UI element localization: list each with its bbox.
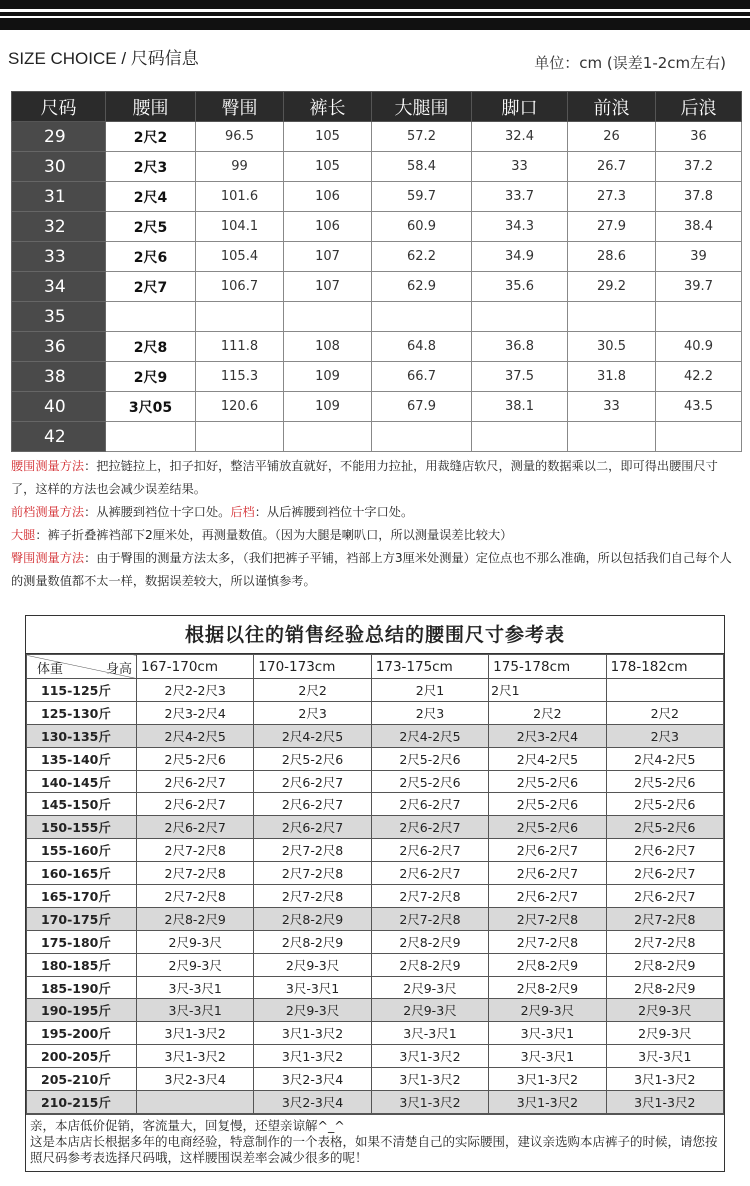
note-waist — [11, 455, 741, 501]
note-front-text: ：从裤腰到裆位十字口处。 — [84, 505, 231, 519]
size-value-cell: 2尺7 — [106, 272, 196, 302]
size-value-cell: 111.8 — [196, 332, 284, 362]
waist-range-cell: 3尺1-3尺2 — [606, 1068, 723, 1091]
height-col-header: 170-173cm — [254, 655, 371, 679]
size-col-header: 裤长 — [284, 92, 372, 122]
waist-range-cell: 2尺6-2尺7 — [489, 839, 606, 862]
size-col-header: 臀围 — [196, 92, 284, 122]
waist-range-cell: 2尺6-2尺7 — [137, 816, 254, 839]
size-value-cell — [656, 422, 742, 452]
weight-range-cell: 200-205斤 — [27, 1045, 137, 1068]
size-value-cell: 2尺2 — [106, 122, 196, 152]
waist-range-cell: 3尺1-3尺2 — [137, 1045, 254, 1068]
size-table-body — [12, 122, 742, 452]
reference-row — [27, 976, 724, 999]
size-value-cell — [568, 302, 656, 332]
waist-range-cell: 2尺3 — [606, 724, 723, 747]
waist-range-cell: 2尺3 — [371, 701, 488, 724]
size-label-cell: 30 — [12, 152, 106, 182]
size-value-cell: 37.2 — [656, 152, 742, 182]
unit-note: 单位：cm (误差1-2cm左右) — [534, 54, 726, 72]
waist-range-cell: 2尺7-2尺8 — [371, 885, 488, 908]
waist-range-cell: 2尺3 — [254, 701, 371, 724]
waist-range-cell: 2尺9-3尺 — [254, 999, 371, 1022]
size-value-cell: 60.9 — [372, 212, 472, 242]
reference-row — [27, 747, 724, 770]
reference-corner-cell — [27, 655, 137, 679]
waist-range-cell: 2尺5-2尺6 — [606, 793, 723, 816]
weight-range-cell: 185-190斤 — [27, 976, 137, 999]
waist-range-cell: 2尺8-2尺9 — [606, 976, 723, 999]
waist-range-cell: 2尺9-3尺 — [489, 999, 606, 1022]
size-label-cell: 32 — [12, 212, 106, 242]
size-value-cell: 26 — [568, 122, 656, 152]
size-value-cell — [472, 302, 568, 332]
size-value-cell: 38.1 — [472, 392, 568, 422]
size-value-cell — [106, 302, 196, 332]
waist-range-cell: 2尺6-2尺7 — [137, 770, 254, 793]
height-col-header: 167-170cm — [137, 655, 254, 679]
weight-range-cell: 130-135斤 — [27, 724, 137, 747]
size-value-cell — [656, 302, 742, 332]
waist-range-cell: 3尺-3尺1 — [371, 1022, 488, 1045]
waist-range-cell: 2尺5-2尺6 — [371, 747, 488, 770]
height-col-header: 173-175cm — [371, 655, 488, 679]
waist-range-cell: 2尺5-2尺6 — [489, 770, 606, 793]
note-hip-label: 臀围测量方法 — [11, 551, 85, 565]
reference-row — [27, 1045, 724, 1068]
size-label-cell: 31 — [12, 182, 106, 212]
size-value-cell: 2尺8 — [106, 332, 196, 362]
size-value-cell: 31.8 — [568, 362, 656, 392]
size-value-cell: 29.2 — [568, 272, 656, 302]
size-row — [12, 152, 742, 182]
waist-range-cell: 3尺2-3尺4 — [137, 1068, 254, 1091]
note-thigh — [11, 524, 741, 547]
size-value-cell — [196, 422, 284, 452]
waist-range-cell: 3尺-3尺1 — [489, 1045, 606, 1068]
weight-range-cell: 190-195斤 — [27, 999, 137, 1022]
weight-range-cell: 170-175斤 — [27, 907, 137, 930]
size-value-cell: 104.1 — [196, 212, 284, 242]
size-label-cell: 34 — [12, 272, 106, 302]
waist-range-cell: 3尺2-3尺4 — [254, 1068, 371, 1091]
waist-range-cell: 2尺5-2尺6 — [489, 816, 606, 839]
size-value-cell — [284, 302, 372, 332]
waist-range-cell: 2尺4-2尺5 — [137, 724, 254, 747]
waist-range-cell: 3尺1-3尺2 — [137, 1022, 254, 1045]
size-value-cell: 67.9 — [372, 392, 472, 422]
note-crotch — [11, 501, 741, 524]
weight-range-cell: 145-150斤 — [27, 793, 137, 816]
reference-table-body — [27, 679, 724, 1114]
size-value-cell: 66.7 — [372, 362, 472, 392]
size-value-cell: 106 — [284, 182, 372, 212]
waist-range-cell: 2尺8-2尺9 — [489, 953, 606, 976]
waist-range-cell: 2尺2 — [489, 701, 606, 724]
waist-range-cell: 3尺-3尺1 — [137, 976, 254, 999]
waist-range-cell: 2尺9-3尺 — [606, 999, 723, 1022]
reference-header-row — [27, 655, 724, 679]
size-value-cell: 36.8 — [472, 332, 568, 362]
size-row — [12, 122, 742, 152]
footer-line-1: 亲，本店低价促销，客流量大，回复慢，还望亲谅解^_^ — [30, 1117, 345, 1133]
waist-range-cell: 2尺5-2尺6 — [606, 816, 723, 839]
size-value-cell: 30.5 — [568, 332, 656, 362]
size-row — [12, 182, 742, 212]
reference-row — [27, 679, 724, 702]
size-value-cell: 64.8 — [372, 332, 472, 362]
top-bar-stripe — [0, 9, 750, 12]
size-value-cell: 40.9 — [656, 332, 742, 362]
reference-row — [27, 1022, 724, 1045]
size-value-cell — [372, 302, 472, 332]
waist-range-cell: 2尺2 — [254, 679, 371, 702]
waist-range-cell: 2尺6-2尺7 — [254, 793, 371, 816]
size-value-cell: 101.6 — [196, 182, 284, 212]
waist-range-cell: 3尺-3尺1 — [489, 1022, 606, 1045]
size-row — [12, 242, 742, 272]
size-col-header: 腰围 — [106, 92, 196, 122]
waist-range-cell: 2尺7-2尺8 — [254, 862, 371, 885]
size-value-cell: 105.4 — [196, 242, 284, 272]
size-value-cell: 37.5 — [472, 362, 568, 392]
reference-row — [27, 862, 724, 885]
corner-weight-label: 体重 — [37, 662, 64, 677]
waist-range-cell: 3尺-3尺1 — [606, 1045, 723, 1068]
note-thigh-label: 大腿 — [11, 528, 36, 542]
size-value-cell: 120.6 — [196, 392, 284, 422]
waist-range-cell: 2尺8-2尺9 — [254, 907, 371, 930]
size-value-cell: 115.3 — [196, 362, 284, 392]
waist-range-cell: 3尺1-3尺2 — [254, 1022, 371, 1045]
waist-range-cell: 2尺5-2尺6 — [489, 793, 606, 816]
size-value-cell: 106.7 — [196, 272, 284, 302]
waist-range-cell: 2尺8-2尺9 — [489, 976, 606, 999]
size-value-cell: 39.7 — [656, 272, 742, 302]
waist-range-cell: 2尺5-2尺6 — [606, 770, 723, 793]
height-col-header: 178-182cm — [606, 655, 723, 679]
reference-row — [27, 793, 724, 816]
size-value-cell: 2尺6 — [106, 242, 196, 272]
size-value-cell: 27.9 — [568, 212, 656, 242]
waist-range-cell: 2尺5-2尺6 — [371, 770, 488, 793]
size-label-cell: 35 — [12, 302, 106, 332]
reference-row — [27, 1068, 724, 1091]
waist-range-cell: 2尺6-2尺7 — [254, 770, 371, 793]
waist-range-cell: 3尺1-3尺2 — [489, 1091, 606, 1114]
note-back-text: ：从后裤腰到裆位十字口处。 — [254, 505, 414, 519]
waist-range-cell: 3尺1-3尺2 — [371, 1091, 488, 1114]
note-front-label: 前档测量方法 — [11, 505, 85, 519]
reference-row — [27, 930, 724, 953]
note-waist-label: 腰围测量方法 — [11, 459, 85, 473]
waist-range-cell: 2尺7-2尺8 — [137, 885, 254, 908]
height-col-header: 175-178cm — [489, 655, 606, 679]
size-col-header: 脚口 — [472, 92, 568, 122]
size-value-cell — [106, 422, 196, 452]
reference-footer — [26, 1114, 724, 1171]
waist-range-cell — [606, 679, 723, 702]
waist-range-cell: 2尺9-3尺 — [137, 953, 254, 976]
size-label-cell: 38 — [12, 362, 106, 392]
size-value-cell: 58.4 — [372, 152, 472, 182]
top-decorative-bar — [0, 0, 750, 30]
size-col-header: 后浪 — [656, 92, 742, 122]
size-value-cell: 62.9 — [372, 272, 472, 302]
size-value-cell: 96.5 — [196, 122, 284, 152]
waist-range-cell: 3尺1-3尺2 — [254, 1045, 371, 1068]
waist-range-cell: 2尺9-3尺 — [137, 930, 254, 953]
waist-range-cell: 2尺7-2尺8 — [606, 930, 723, 953]
size-row — [12, 422, 742, 452]
size-value-cell: 105 — [284, 152, 372, 182]
weight-range-cell: 165-170斤 — [27, 885, 137, 908]
size-value-cell: 26.7 — [568, 152, 656, 182]
size-row — [12, 302, 742, 332]
size-value-cell: 34.3 — [472, 212, 568, 242]
weight-range-cell: 150-155斤 — [27, 816, 137, 839]
size-value-cell: 109 — [284, 392, 372, 422]
waist-range-cell: 2尺9-3尺 — [371, 976, 488, 999]
size-value-cell: 37.8 — [656, 182, 742, 212]
reference-row — [27, 999, 724, 1022]
waist-range-cell: 2尺3-2尺4 — [137, 701, 254, 724]
note-hip-text: ：由于臀围的测量方法太多，（我们把裤子平铺，裆部上方3厘米处测量）定位点也不那么准确，所以包括我们自己每个人的测量数值都不太一样，数据误差较大，所以谨慎参考。 — [11, 551, 732, 588]
waist-range-cell: 3尺1-3尺2 — [371, 1045, 488, 1068]
waist-range-cell: 2尺1 — [489, 679, 606, 702]
size-value-cell: 43.5 — [656, 392, 742, 422]
size-value-cell: 27.3 — [568, 182, 656, 212]
waist-range-cell: 2尺7-2尺8 — [371, 907, 488, 930]
reference-row — [27, 770, 724, 793]
weight-range-cell: 115-125斤 — [27, 679, 137, 702]
size-value-cell: 107 — [284, 272, 372, 302]
waist-range-cell: 2尺6-2尺7 — [254, 816, 371, 839]
waist-range-cell: 2尺4-2尺5 — [371, 724, 488, 747]
waist-range-cell: 3尺1-3尺2 — [489, 1068, 606, 1091]
size-value-cell: 33.7 — [472, 182, 568, 212]
waist-range-cell: 2尺6-2尺7 — [606, 862, 723, 885]
waist-range-cell: 2尺7-2尺8 — [254, 885, 371, 908]
reference-row — [27, 701, 724, 724]
size-value-cell: 33 — [472, 152, 568, 182]
waist-range-cell: 2尺7-2尺8 — [137, 862, 254, 885]
note-back-label: 后档 — [230, 505, 255, 519]
waist-range-cell: 2尺2 — [606, 701, 723, 724]
weight-range-cell: 125-130斤 — [27, 701, 137, 724]
waist-range-cell: 3尺-3尺1 — [137, 999, 254, 1022]
corner-height-label: 身高 — [105, 662, 132, 677]
reference-row — [27, 816, 724, 839]
weight-range-cell: 195-200斤 — [27, 1022, 137, 1045]
note-thigh-text: ：裤子折叠裤裆部下2厘米处，再测量数值。（因为大腿是喇叭口，所以测量误差比较大） — [35, 528, 513, 542]
size-value-cell: 106 — [284, 212, 372, 242]
weight-range-cell: 135-140斤 — [27, 747, 137, 770]
weight-range-cell: 160-165斤 — [27, 862, 137, 885]
waist-range-cell: 3尺1-3尺2 — [371, 1068, 488, 1091]
reference-row — [27, 724, 724, 747]
waist-range-cell: 2尺6-2尺7 — [371, 816, 488, 839]
size-value-cell — [472, 422, 568, 452]
size-value-cell — [284, 422, 372, 452]
reference-row — [27, 953, 724, 976]
waist-range-cell: 2尺9-3尺 — [254, 953, 371, 976]
size-col-header: 前浪 — [568, 92, 656, 122]
waist-range-cell — [137, 1091, 254, 1114]
measurement-notes — [11, 455, 741, 593]
waist-range-cell: 2尺4-2尺5 — [606, 747, 723, 770]
size-value-cell: 108 — [284, 332, 372, 362]
size-row — [12, 212, 742, 242]
size-value-cell: 38.4 — [656, 212, 742, 242]
size-value-cell: 59.7 — [372, 182, 472, 212]
size-value-cell: 28.6 — [568, 242, 656, 272]
size-value-cell: 99 — [196, 152, 284, 182]
waist-range-cell: 2尺6-2尺7 — [489, 885, 606, 908]
waist-range-cell: 2尺6-2尺7 — [606, 839, 723, 862]
weight-range-cell: 175-180斤 — [27, 930, 137, 953]
weight-range-cell: 140-145斤 — [27, 770, 137, 793]
waist-range-cell: 2尺3-2尺4 — [489, 724, 606, 747]
reference-table — [26, 654, 724, 1114]
size-value-cell: 36 — [656, 122, 742, 152]
waist-range-cell: 2尺2-2尺3 — [137, 679, 254, 702]
size-label-cell: 40 — [12, 392, 106, 422]
weight-range-cell: 180-185斤 — [27, 953, 137, 976]
waist-range-cell: 2尺1 — [371, 679, 488, 702]
waist-reference-chart — [25, 615, 725, 1172]
reference-title: 根据以往的销售经验总结的腰围尺寸参考表 — [26, 616, 724, 654]
size-row — [12, 332, 742, 362]
waist-range-cell: 2尺5-2尺6 — [254, 747, 371, 770]
size-label-cell: 36 — [12, 332, 106, 362]
note-hip — [11, 547, 741, 593]
weight-range-cell: 205-210斤 — [27, 1068, 137, 1091]
waist-range-cell: 2尺6-2尺7 — [371, 839, 488, 862]
weight-range-cell: 155-160斤 — [27, 839, 137, 862]
reference-row — [27, 1091, 724, 1114]
footer-line-2: 这是本店店长根据多年的电商经验，特意制作的一个表格，如果不清楚自己的实际腰围，建议亲选购本店裤子的时候，请您按照尺码参考表选择尺码哦，这样腰围误差率会减少很多的呢！ — [30, 1133, 718, 1165]
size-label-cell: 33 — [12, 242, 106, 272]
size-col-header: 尺码 — [12, 92, 106, 122]
waist-range-cell: 2尺6-2尺7 — [489, 862, 606, 885]
size-value-cell — [196, 302, 284, 332]
size-label-cell: 29 — [12, 122, 106, 152]
size-row — [12, 362, 742, 392]
size-value-cell: 105 — [284, 122, 372, 152]
waist-range-cell: 2尺8-2尺9 — [137, 907, 254, 930]
waist-range-cell: 2尺6-2尺7 — [371, 793, 488, 816]
size-value-cell: 2尺4 — [106, 182, 196, 212]
waist-range-cell: 2尺9-3尺 — [371, 999, 488, 1022]
size-value-cell: 2尺9 — [106, 362, 196, 392]
waist-range-cell: 2尺6-2尺7 — [606, 885, 723, 908]
reference-row — [27, 907, 724, 930]
size-value-cell: 109 — [284, 362, 372, 392]
waist-range-cell: 3尺1-3尺2 — [606, 1091, 723, 1114]
waist-range-cell: 3尺-3尺1 — [254, 976, 371, 999]
waist-range-cell: 3尺2-3尺4 — [254, 1091, 371, 1114]
size-row — [12, 392, 742, 422]
waist-range-cell: 2尺8-2尺9 — [371, 953, 488, 976]
waist-range-cell: 2尺8-2尺9 — [371, 930, 488, 953]
size-value-cell: 39 — [656, 242, 742, 272]
size-value-cell: 62.2 — [372, 242, 472, 272]
size-value-cell — [568, 422, 656, 452]
section-title: SIZE CHOICE / 尺码信息 — [8, 49, 199, 68]
waist-range-cell: 2尺9-3尺 — [606, 1022, 723, 1045]
weight-range-cell: 210-215斤 — [27, 1091, 137, 1114]
waist-range-cell: 2尺7-2尺8 — [606, 907, 723, 930]
size-value-cell: 33 — [568, 392, 656, 422]
waist-range-cell: 2尺6-2尺7 — [137, 793, 254, 816]
waist-range-cell: 2尺8-2尺9 — [606, 953, 723, 976]
size-row — [12, 272, 742, 302]
reference-row — [27, 885, 724, 908]
waist-range-cell: 2尺7-2尺8 — [137, 839, 254, 862]
note-waist-text: ：把拉链拉上，扣子扣好，整洁平铺放直就好，不能用力拉扯，用裁缝店软尺，测量的数据乘以二，即可得出腰围尺寸了，这样的方法也会减少误差结果。 — [11, 459, 718, 496]
size-value-cell: 2尺3 — [106, 152, 196, 182]
waist-range-cell: 2尺4-2尺5 — [489, 747, 606, 770]
waist-range-cell: 2尺8-2尺9 — [254, 930, 371, 953]
size-value-cell: 107 — [284, 242, 372, 272]
waist-range-cell: 2尺7-2尺8 — [254, 839, 371, 862]
waist-range-cell: 2尺7-2尺8 — [489, 930, 606, 953]
size-value-cell: 35.6 — [472, 272, 568, 302]
waist-range-cell: 2尺7-2尺8 — [489, 907, 606, 930]
size-value-cell: 34.9 — [472, 242, 568, 272]
reference-row — [27, 839, 724, 862]
size-label-cell: 42 — [12, 422, 106, 452]
top-bar-stripe-thin — [0, 16, 750, 18]
waist-range-cell: 2尺5-2尺6 — [137, 747, 254, 770]
size-value-cell — [372, 422, 472, 452]
size-value-cell: 57.2 — [372, 122, 472, 152]
size-table — [11, 91, 742, 452]
waist-range-cell: 2尺6-2尺7 — [371, 862, 488, 885]
size-value-cell: 42.2 — [656, 362, 742, 392]
size-table-header — [12, 92, 742, 122]
size-value-cell: 2尺5 — [106, 212, 196, 242]
waist-range-cell: 2尺4-2尺5 — [254, 724, 371, 747]
size-col-header: 大腿围 — [372, 92, 472, 122]
size-value-cell: 3尺05 — [106, 392, 196, 422]
size-value-cell: 32.4 — [472, 122, 568, 152]
